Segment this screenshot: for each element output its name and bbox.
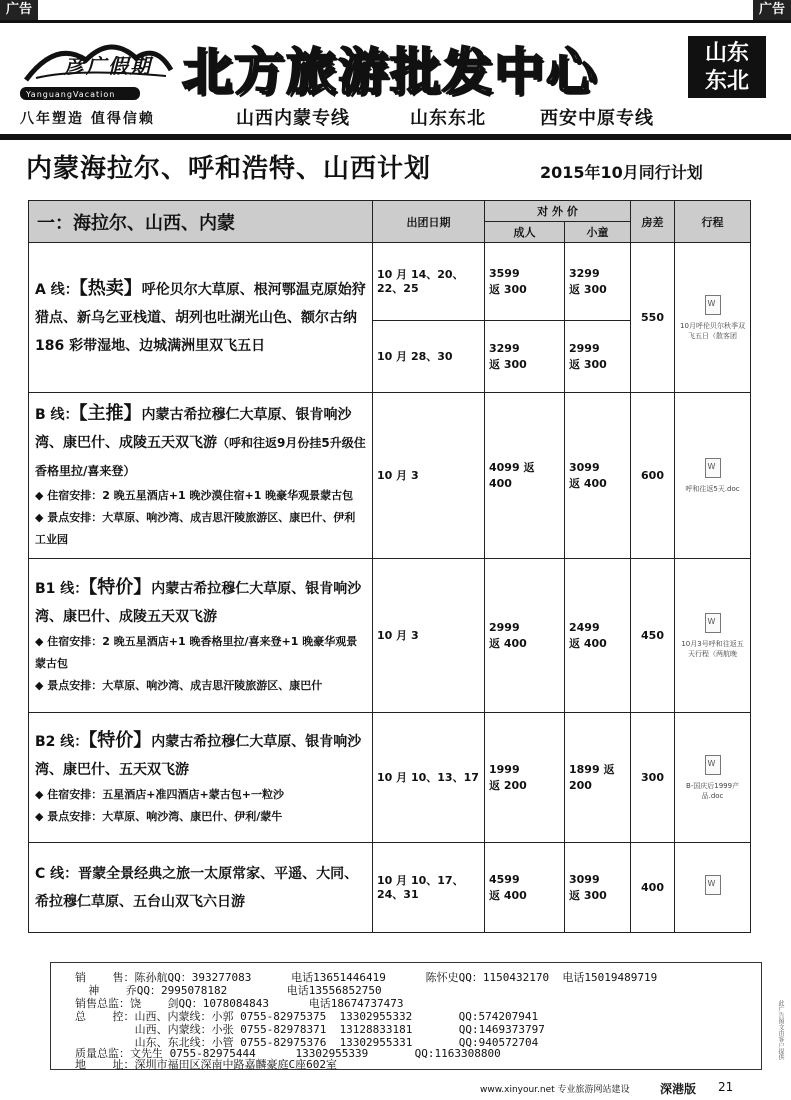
route-tag: 【特价】 <box>88 577 152 598</box>
adult-price-value: 1999 <box>489 762 520 776</box>
spots-info: ◆ 景点安排：大草原、响沙湾、康巴什、伊利/蒙牛 <box>35 810 283 823</box>
adult-price-value: 4599 <box>489 872 520 886</box>
tour-table <box>28 200 750 933</box>
brand-title: 北方旅游批发中心 <box>182 43 598 101</box>
logo-name: 彦广假期 <box>64 54 152 78</box>
child-rebate: 200 <box>569 778 592 792</box>
route-extra: （呼和往返9月份挂5升级住香格里拉/喜来登） <box>35 436 366 478</box>
adult-rebate: 返 400 <box>489 636 527 650</box>
spots-info: ◆ 景点安排：大草原、响沙湾、成吉思汗陵旅游区、康巴什 <box>35 679 323 692</box>
room-diff: 400 <box>631 843 675 933</box>
child-rebate: 返 400 <box>569 636 607 650</box>
table-row <box>29 243 751 321</box>
footer-line: 山西、内蒙线：小张 0755-82978371 13128833181 QQ:1469373797 <box>75 1023 545 1036</box>
subline-1: 山西内蒙专线 <box>236 108 350 129</box>
child-rebate: 返 400 <box>569 476 607 490</box>
plan-title: 内蒙海拉尔、呼和浩特、山西计划 <box>26 154 432 184</box>
region-line-2: 东北 <box>704 69 749 94</box>
header-rule <box>0 20 791 23</box>
adult-rebate: 返 300 <box>489 357 527 371</box>
price-group-header: 对 外 价 <box>485 201 631 222</box>
route-line-label: B1 线： <box>35 581 89 597</box>
route-line-label: B 线： <box>35 407 79 423</box>
room-diff: 550 <box>631 243 675 393</box>
route-a <box>29 243 373 393</box>
plan-subtitle: 2015年10月同行计划 <box>540 163 703 182</box>
itinerary-doc[interactable] <box>675 393 751 559</box>
child-rebate: 返 300 <box>569 888 607 902</box>
website-line: www.xinyour.net 专业旅游网站建设 <box>480 1085 630 1095</box>
child-price-value: 3299 <box>569 266 600 280</box>
child-price <box>565 713 631 843</box>
route-c <box>29 843 373 933</box>
child-price <box>565 321 631 393</box>
child-price-value: 3099 <box>569 872 600 886</box>
table-row <box>29 713 751 843</box>
date-cell: 10 月 28、30 <box>373 321 485 393</box>
ad-label-right: 广告 <box>753 0 791 20</box>
child-rebate: 返 300 <box>569 357 607 371</box>
route-tag: 【主推】 <box>78 403 142 424</box>
spots-info: ◆ 景点安排：大草原、响沙湾、成吉思汗陵旅游区、康巴什、伊利工业园 <box>35 511 356 546</box>
route-b <box>29 393 373 559</box>
route-desc: 内蒙古希拉穆仁大草原、银肯响沙湾、康巴什、五天双飞游 <box>35 734 362 778</box>
child-price-value: 2499 <box>569 620 600 634</box>
route-line-label: B2 线： <box>35 734 89 750</box>
adult-rebate: 返 300 <box>489 282 527 296</box>
logo-english: YanguangVacation <box>26 90 116 99</box>
child-price-value: 2999 <box>569 341 600 355</box>
document-icon <box>705 875 721 895</box>
child-header: 小童 <box>565 222 631 243</box>
adult-price <box>485 321 565 393</box>
hotel-info: ◆ 住宿安排：五星酒店+准四酒店+蒙古包+一粒沙 <box>35 788 284 801</box>
child-price <box>565 843 631 933</box>
adult-rebate: 返 200 <box>489 778 527 792</box>
date-cell: 10 月 3 <box>373 559 485 713</box>
adult-price-value: 3299 <box>489 341 520 355</box>
region-line-1: 山东 <box>704 41 749 66</box>
route-b2 <box>29 713 373 843</box>
itinerary-doc[interactable] <box>675 843 751 933</box>
logo-slogan: 八年塑造 值得信赖 <box>20 111 155 127</box>
category-header: 一：海拉尔、山西、内蒙 <box>29 201 373 243</box>
itinerary-doc[interactable] <box>675 243 751 393</box>
adult-price: 4099 返 400 <box>485 393 565 559</box>
route-desc: 晋蒙全景经典之旅一太原常家、平遥、大同、希拉穆仁草原、五台山双飞六日游 <box>35 865 359 910</box>
footer-line: 销售总监：饶 剑QQ：1078084843 电话18674737473 <box>75 997 404 1010</box>
doc-label: 10月呼伦贝尔秋季双飞五日（散客团 <box>680 321 745 340</box>
page-number: 21 <box>718 1080 734 1094</box>
room-diff: 300 <box>631 713 675 843</box>
footer-line: 地 址：深圳市福田区深南中路嘉麟豪庭C座602室 <box>75 1058 337 1071</box>
route-b1 <box>29 559 373 713</box>
route-tag: 【特价】 <box>88 730 152 751</box>
side-note: 此广告图文由客户提供 <box>777 1000 784 1060</box>
itinerary-doc[interactable] <box>675 559 751 713</box>
doc-label: 呼和往返5天.doc <box>685 484 740 493</box>
itinerary-doc[interactable] <box>675 713 751 843</box>
footer-line: 神 乔QQ：2995078182 电话13556852750 <box>75 984 382 997</box>
adult-price <box>485 713 565 843</box>
table-row <box>29 843 751 933</box>
route-desc: 呼伦贝尔大草原、根河鄂温克原始狩猎点、新乌乞亚栈道、胡列也吐湖光山色、额尔古纳 186 彩带湿地、边城满洲里双飞五日 <box>35 282 366 354</box>
footer-line: 销 售：陈孙航QQ：393277083 电话13651446419 陈怀史QQ：1150432170 电话15019489719 <box>75 971 658 984</box>
room-diff: 450 <box>631 559 675 713</box>
adult-header: 成人 <box>485 222 565 243</box>
table-row <box>29 393 751 559</box>
adult-price-value: 2999 <box>489 620 520 634</box>
route-tag: 【热卖】 <box>78 278 142 299</box>
date-cell: 10 月 10、13、17 <box>373 713 485 843</box>
table-row <box>29 559 751 713</box>
route-desc: 内蒙古希拉穆仁大草原、银肯响沙湾、康巴什、成陵五天双飞游 <box>35 581 362 625</box>
route-line-label: A 线： <box>35 282 79 298</box>
adult-rebate: 返 400 <box>489 888 527 902</box>
child-price-value: 1899 返 <box>569 762 615 776</box>
section-rule <box>0 134 791 140</box>
footer-line: 山东、东北线：小管 0755-82975376 13302955331 QQ:940572704 <box>75 1036 539 1049</box>
document-icon <box>705 295 721 315</box>
date-cell: 10 月 10、17、24、31 <box>373 843 485 933</box>
date-cell: 10 月 3 <box>373 393 485 559</box>
date-cell: 10 月 14、20、22、25 <box>373 243 485 321</box>
child-price <box>565 559 631 713</box>
date-header: 出团日期 <box>373 201 485 243</box>
adult-price <box>485 559 565 713</box>
document-icon <box>705 613 721 633</box>
contact-box <box>50 962 762 1070</box>
child-price-value: 3099 <box>569 460 600 474</box>
room-diff-header: 房差 <box>631 201 675 243</box>
route-desc: 内蒙古希拉穆仁大草原、银肯响沙湾、康巴什、成陵五天双飞游 <box>35 407 352 451</box>
edition-label: 深港版 <box>660 1082 697 1096</box>
footer-line: 质量总监：文先生 0755-82975444 13302955339 QQ:1163308800 <box>75 1047 501 1060</box>
doc-label: B-国庆后1999产品.doc <box>685 781 740 800</box>
adult-price-value: 3599 <box>489 266 520 280</box>
subline-3: 西安中原专线 <box>540 108 654 129</box>
doc-label: 10月3号呼和往返五天行程（两航晚 <box>681 639 744 658</box>
subline-2: 山东东北 <box>410 108 486 129</box>
route-line-label: C 线： <box>35 865 79 882</box>
child-price <box>565 243 631 321</box>
adult-price <box>485 243 565 321</box>
document-icon <box>705 755 721 775</box>
adult-price <box>485 843 565 933</box>
itinerary-header: 行程 <box>675 201 751 243</box>
hotel-info: ◆ 住宿安排：2 晚五星酒店+1 晚沙漠住宿+1 晚豪华观景蒙古包 <box>35 489 354 502</box>
document-icon <box>705 458 721 478</box>
footer-line: 总 控：山西、内蒙线：小郭 0755-82975375 13302955332 QQ:574207941 <box>75 1010 539 1023</box>
child-rebate: 返 300 <box>569 282 607 296</box>
hotel-info: ◆ 住宿安排：2 晚五星酒店+1 晚香格里拉/喜来登+1 晚豪华观景蒙古包 <box>35 635 358 670</box>
region-box <box>688 36 766 98</box>
room-diff: 600 <box>631 393 675 559</box>
ad-label-left: 广告 <box>0 0 38 20</box>
child-price <box>565 393 631 559</box>
